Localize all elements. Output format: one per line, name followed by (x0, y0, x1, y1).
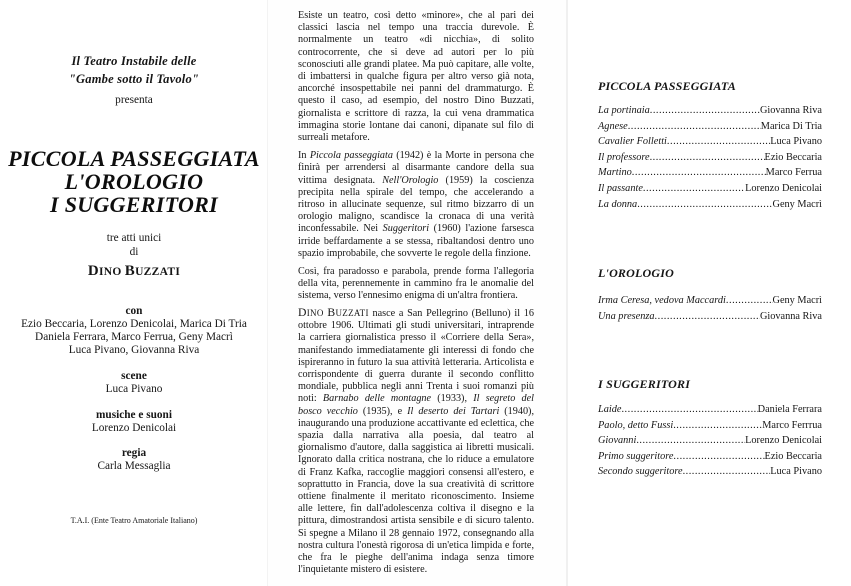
cast-actor: Ezio Beccaria (764, 450, 822, 462)
cast-actor: Daniela Ferrara (757, 404, 822, 415)
dot-leader (643, 181, 745, 197)
bio-text (298, 307, 534, 582)
cast-role: Primo suggeritore (598, 450, 674, 462)
cast-list-piccola-passeggiata (598, 103, 822, 212)
dot-leader (650, 103, 760, 119)
cast-actor: Lorenzo Denicolai (745, 182, 822, 194)
cast-actor: Luca Pivano (770, 136, 822, 148)
dot-leader (632, 165, 766, 181)
cast-actor: Ezio Beccaria (764, 151, 822, 163)
scene-label: scene (121, 370, 147, 382)
dot-leader (650, 150, 765, 166)
cast-role: Cavalier Folletti (598, 136, 667, 148)
theater-name-line1: Il Teatro Instabile delle (71, 54, 197, 68)
dot-leader (637, 197, 772, 213)
cast-line-1: Ezio Beccaria, Lorenzo Denicolai, Marica Di Tria (21, 318, 247, 330)
cast-row (598, 293, 822, 309)
section-title-suggeritori: I SUGGERITORI (598, 377, 691, 391)
bio-paragraph: DINO BUZZATI nasce a San Pellegrino (Belluno) il 16 ottobre 1906. Ultimati gli studi universitari, intraprende la carriera giornalistica presso il «Corriere della Sera», manifestando immediatamente gli interessi di fondo che ispireranno in futuro la sua attività letteraria. Articolista e corrispondente di guerra durante il secondo conflitto mondiale, pubblica negli anni Trenta i suoi romanzi più noti: Barnabo delle montagne (1933), Il segreto del bosco vecchio (1935), e Il deserto dei Tartari (1940), inaugurando una produzione accattivante ed eclettica, che spazia dalla narrativa alla poesia, dal teatro al giornalismo d'autore, dalla saggistica ai libretti musicali. Ignorato dalla critica nostrana, che lo riduce a emulatore di Franz Kafka, raccoglie maggiori consensi all'estero, e soprattutto in Francia, dove la sua creatività di scrittore ottiene finalmente il meritato riconoscimento. Insieme alle lettere, fin dall'adolescenza coltiva il disegno e la pittura, dimostrandosi artista sensibile e di sicuro talento. Si spegne a Milano il 28 gennaio 1972, consegnando alla nostra cultura l'onestà rigorosa di un'etica limpida e forte, che fra le pieghe dell'anima indaga senza timore l'inquietante mistero di esistere. (298, 306, 534, 576)
cover-panel (0, 0, 268, 586)
musiche-label: musiche e suoni (96, 409, 172, 421)
subtitle-di: di (129, 246, 139, 258)
cast-row (598, 119, 822, 135)
cast-panel (566, 0, 851, 586)
scene-value: Luca Pivano (105, 383, 163, 395)
cast-row (598, 309, 822, 325)
cast-row (598, 449, 822, 465)
cast-role: Una presenza (598, 310, 655, 322)
cast-row (598, 134, 822, 150)
cast-actor: Luca Pivano (770, 466, 822, 478)
cast-role: La portinaia (598, 105, 650, 116)
dot-leader (683, 464, 771, 480)
cast-role: Secondo suggeritore (598, 466, 683, 478)
section-title-piccola-passeggiata: PICCOLA PASSEGGIATA (598, 79, 736, 93)
cast-role: Il passante (598, 182, 643, 194)
cast-list-orologio (598, 293, 822, 324)
play-title-1: PICCOLA PASSEGGIATA (8, 146, 260, 171)
regia-value: Carla Messaglia (97, 460, 171, 472)
play-title-3: I SUGGERITORI (50, 192, 218, 217)
cast-actor: Marica Di Tria (760, 120, 822, 132)
footer-tai: T.A.I. (Ente Teatro Amatoriale Italiano) (70, 516, 198, 525)
musiche-value: Lorenzo Denicolai (91, 422, 177, 434)
cast-row (598, 103, 822, 119)
cast-line-3: Luca Pivano, Giovanna Riva (68, 344, 200, 356)
text-panel (268, 0, 566, 586)
intro-paragraph-2: In Piccola passeggiata (1942) è la Morte in persona che finirà per arrendersi al disarmante candore della sua vittima designata. Nell'Orologio (1959) la coscienza precipita nella spirale del tempo, che accelerando a ritroso in allucinate sequenze, sul ritmo bizzarro di un orologio maligno, scandisce la cronaca di una verità inconfessabile. Nei Suggeritori (1960) l'azione farsesca irride beffardamente a se stessa, ribaltandosi dentro uno spazio improbabile, che sovverte le regole della finzione. (298, 150, 535, 259)
cast-row (598, 197, 822, 213)
cast-actor: Marco Ferrrua (762, 419, 822, 431)
intro-paragraph-3: Così, fra paradosso e parabola, prende forma l'allegoria della vita, perennemente in cammino fra le anomalie del sistema, verso l'ennesimo enigma di un'altra frontiera. (298, 266, 534, 302)
theater-name-line2: "Gambe sotto il Tavolo" (68, 72, 200, 86)
cast-row (598, 433, 822, 449)
cast-actor: Lorenzo Denicolai (745, 435, 822, 447)
dot-leader (673, 418, 762, 434)
cast-role: La donna (598, 198, 638, 210)
cast-role: Paolo, detto Fussi (598, 419, 674, 431)
dot-leader (726, 293, 773, 309)
cast-role: Agnese (598, 120, 628, 132)
regia-label: regia (121, 447, 147, 459)
cast-role: Martino (598, 167, 632, 179)
dot-leader (673, 449, 764, 465)
play-title-2: L'OROLOGIO (64, 169, 204, 194)
subtitle-tre-atti: tre atti unici (106, 232, 162, 244)
cast-line-2: Daniela Ferrara, Marco Ferrua, Geny Macrì (35, 331, 233, 343)
cast-role: Il professore (598, 151, 650, 163)
author-name (0, 263, 268, 280)
cast-actor: Giovanna Riva (759, 310, 822, 322)
author-name-text: DINO BUZZATI (87, 263, 181, 279)
cast-role: Laide (598, 404, 622, 415)
dot-leader (628, 119, 761, 135)
section-title-orologio: L'OROLOGIO (598, 266, 674, 280)
cast-row (598, 181, 822, 197)
cast-role: Irma Ceresa, vedova Maccardi (598, 295, 726, 306)
cast-actor: Geny Macrì (772, 295, 822, 306)
dot-leader (621, 402, 757, 418)
dot-leader (655, 309, 760, 325)
cast-role: Giovanni (598, 435, 637, 447)
dot-leader (636, 433, 745, 449)
cast-actor: Marco Ferrua (765, 167, 822, 179)
bio-author-name: DINO BUZZATI (298, 306, 369, 319)
intro-paragraph-1: Esiste un teatro, così detto «minore», che al pari dei classici lascia nel tempo una traccia durevole. È normalmente un teatro «di nicchia», di solito controcorrente, che si deve ad autori per lo più sconosciuti alle grandi platee. Ma può capitare, alle volte, di imbattersi in qualche figura per altro verso già nota, ancorché insospettabile nei panni del drammaturgo. È questo il caso, ad esempio, del nostro Dino Buzzati, giornalista e scrittore di razza, la cui vena drammatica immagina storie lontane dai canoni, dipanate sul filo di surreali metafore. (298, 10, 534, 144)
cast-list-suggeritori (598, 402, 822, 480)
dot-leader (667, 134, 770, 150)
cast-actor: Geny Macrì (772, 198, 822, 210)
con-label: con (125, 305, 143, 317)
presenta-text: presenta (115, 94, 153, 106)
cast-row (598, 165, 822, 181)
cast-row (598, 150, 822, 166)
cast-row (598, 402, 822, 418)
cast-actor: Giovanna Riva (759, 105, 822, 116)
intro-text (298, 10, 534, 309)
cast-row (598, 464, 822, 480)
cast-row (598, 418, 822, 434)
